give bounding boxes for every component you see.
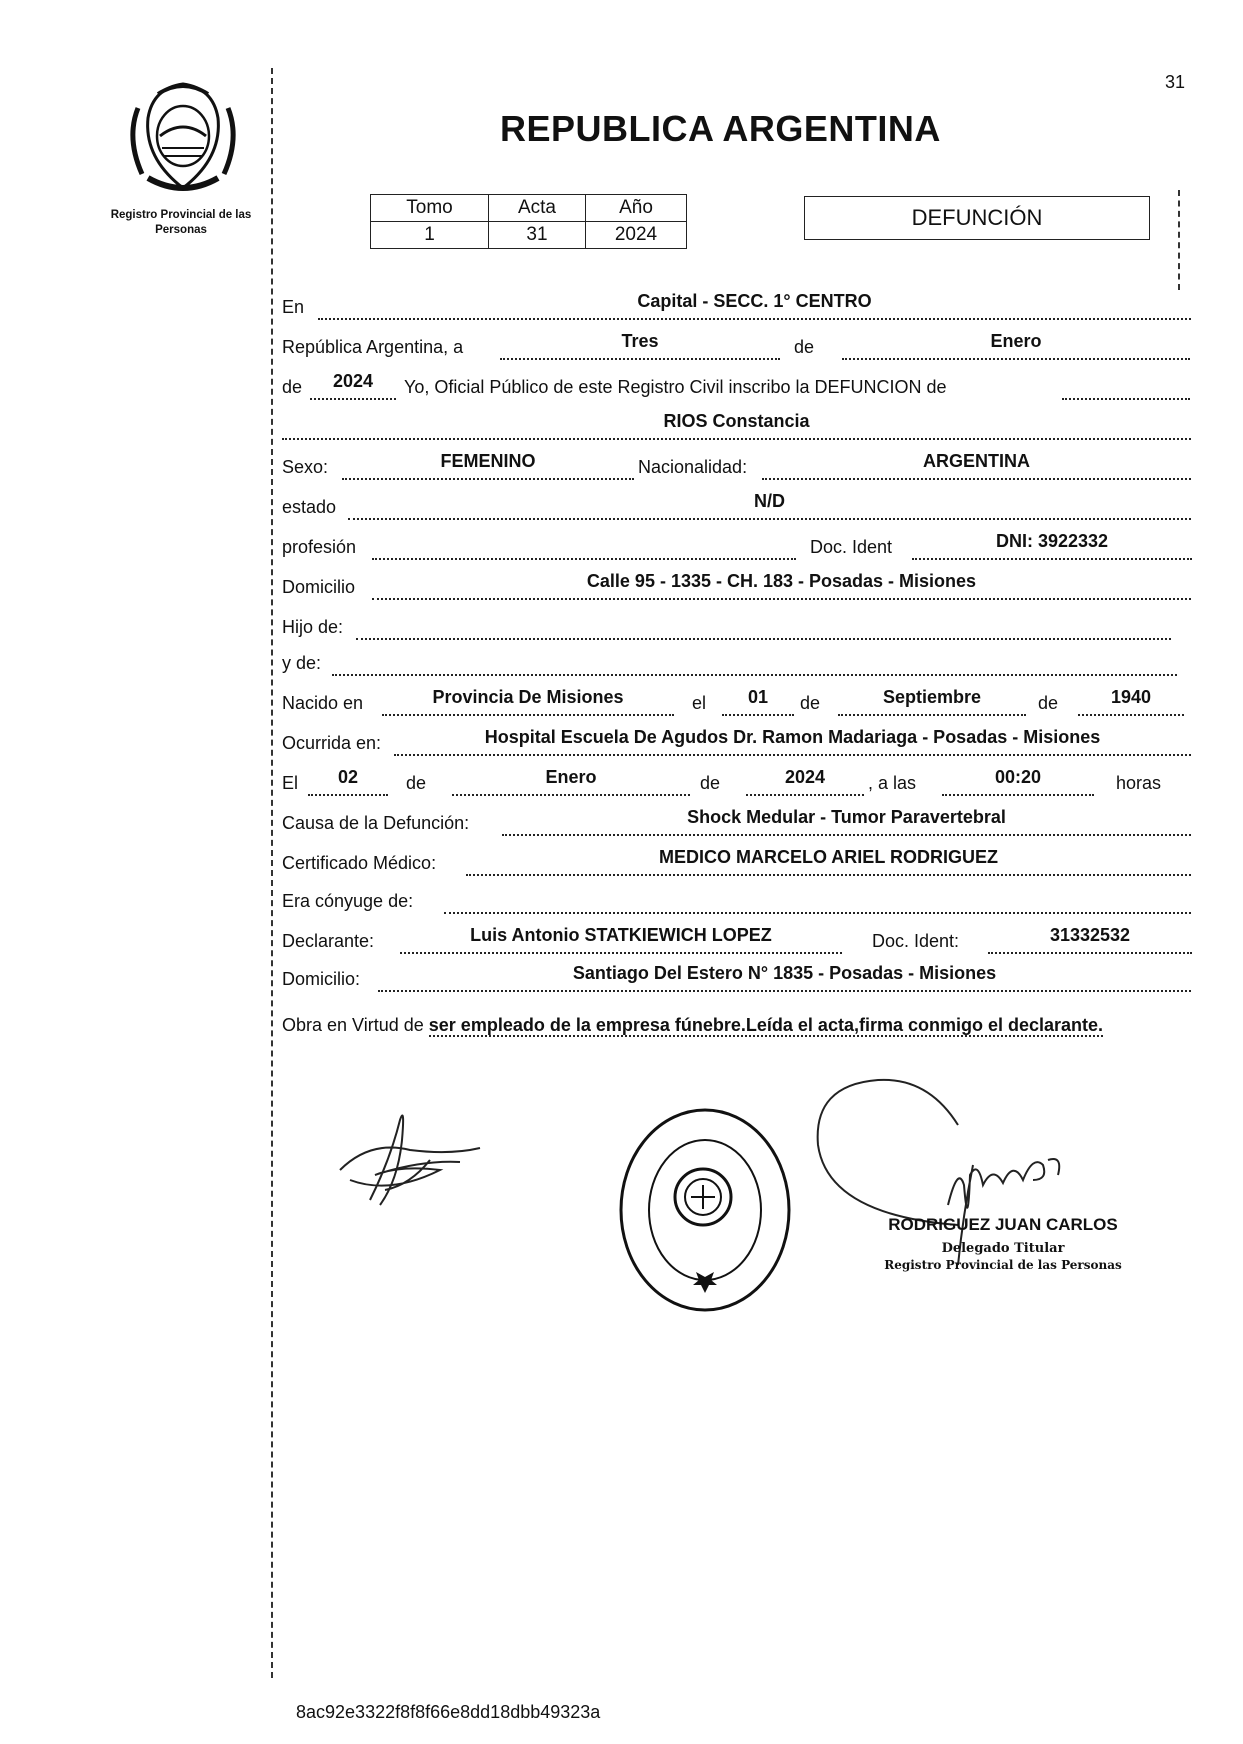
nacido-label: Nacido en: [282, 693, 364, 713]
alas-label: , a las: [868, 773, 917, 793]
nacido-value: Provincia De Misiones: [432, 687, 624, 707]
form-line-domicilio: [282, 570, 1191, 602]
estado-field: [348, 488, 1191, 520]
form-line-inscribo: [282, 370, 1191, 402]
form-line-yde: [282, 646, 1191, 678]
form-line-nombre: [282, 410, 1191, 442]
declarante-field: [400, 922, 842, 954]
table-header-row: [371, 195, 687, 222]
hijo-label: Hijo de:: [282, 617, 344, 637]
nac-dia-value: 01: [747, 687, 769, 707]
nombre-value: RIOS Constancia: [663, 411, 810, 431]
form-line-estado: [282, 490, 1191, 522]
conyuge-field: [444, 882, 1191, 914]
registry-name: Registro Provincial de las Personas: [110, 209, 252, 236]
decl-dom-label: Domicilio:: [282, 969, 361, 989]
El-label: El: [282, 773, 299, 793]
form-line-fecha: [282, 330, 1191, 362]
form-line-profesion: [282, 530, 1191, 562]
table-row: [371, 222, 687, 249]
en-label: En: [282, 297, 305, 317]
doc-label: Doc. Ident: [810, 537, 893, 557]
form-line-declarante: [282, 924, 1191, 956]
official-org: Registro Provincial de las Personas: [884, 1258, 1122, 1272]
table-cell-acta: 31: [489, 222, 586, 249]
form-line-conyuge: [282, 884, 1191, 916]
conyuge-label: Era cónyuge de:: [282, 891, 414, 911]
form-line-en: [282, 290, 1191, 322]
yde-field: [332, 644, 1177, 676]
decl-dom-value: Santiago Del Estero N° 1835 - Posadas - Misiones: [572, 963, 997, 983]
nac-dia-field: [722, 684, 794, 716]
doc-field: [912, 528, 1192, 560]
obra-en-virtud: [282, 1010, 1190, 1041]
decl-dom-field: [378, 960, 1191, 992]
table-cell-tomo: 1: [371, 222, 489, 249]
domicilio-value: Calle 95 - 1335 - CH. 183 - Posadas - Misiones: [586, 571, 977, 591]
ocurrida-field: [394, 724, 1191, 756]
hora-value: 00:20: [994, 767, 1042, 787]
form-line-causa: [282, 806, 1191, 838]
en-value: Capital - SECC. 1° CENTRO: [637, 291, 872, 311]
anio-value: 2024: [332, 371, 374, 391]
el-label: el: [692, 693, 707, 713]
ocurrida-value: Hospital Escuela De Agudos Dr. Ramon Madariaga - Posadas - Misiones: [484, 727, 1101, 747]
official-signature-block: [872, 1215, 1134, 1272]
form-line-nacido: [282, 686, 1191, 718]
nac-anio-field: [1078, 684, 1184, 716]
nac-anio-value: 1940: [1110, 687, 1152, 707]
de-anio-label: de: [282, 377, 303, 397]
sexo-value: FEMENINO: [440, 451, 536, 471]
table-header-acta: Acta: [489, 195, 586, 222]
decl-doc-value: 31332532: [1049, 925, 1131, 945]
profesion-label: profesión: [282, 537, 357, 557]
left-margin-line: [271, 68, 273, 1678]
decl-doc-label: Doc. Ident:: [872, 931, 960, 951]
form-line-sexo: [282, 450, 1191, 482]
certificado-label: Certificado Médico:: [282, 853, 437, 873]
causa-field: [502, 804, 1191, 836]
doc-value: DNI: 3922332: [995, 531, 1109, 551]
inscribo-text: Yo, Oficial Público de este Registro Civil inscribo la DEFUNCION de: [404, 377, 947, 397]
sexo-label: Sexo:: [282, 457, 329, 477]
estado-label: estado: [282, 497, 337, 517]
inscribo-blank: [1062, 368, 1190, 400]
official-role: Delegado Titular: [941, 1241, 1065, 1256]
def-anio-value: 2024: [784, 767, 826, 787]
domicilio-label: Domicilio: [282, 577, 356, 597]
nacionalidad-field: [762, 448, 1191, 480]
decl-doc-field: [988, 922, 1192, 954]
declarante-label: Declarante:: [282, 931, 375, 951]
certificado-field: [466, 844, 1191, 876]
dia-value: Tres: [621, 331, 659, 351]
obra-label: Obra en Virtud de: [282, 1015, 424, 1035]
nac-mes-value: Septiembre: [882, 687, 982, 707]
nacionalidad-label: Nacionalidad:: [638, 457, 748, 477]
def-de-label-1: de: [406, 773, 427, 793]
ocurrida-label: Ocurrida en:: [282, 733, 382, 753]
mes-value: Enero: [990, 331, 1042, 351]
official-name: RODRIGUEZ JUAN CARLOS: [888, 1215, 1118, 1234]
nacido-field: [382, 684, 674, 716]
de-label: de: [794, 337, 815, 357]
document-hash: 8ac92e3322f8f8f66e8dd18dbb49323a: [296, 1702, 601, 1722]
official-seal-icon: [615, 1105, 795, 1315]
certificado-value: MEDICO MARCELO ARIEL RODRIGUEZ: [658, 847, 998, 867]
def-mes-value: Enero: [545, 767, 597, 787]
def-de-label-2: de: [700, 773, 721, 793]
causa-label: Causa de la Defunción:: [282, 813, 470, 833]
misiones-crest-icon: [118, 78, 248, 198]
tomo-acta-anio-table: [370, 194, 687, 249]
declarant-signature-icon: [330, 1100, 490, 1220]
table-header-tomo: Tomo: [371, 195, 489, 222]
mes-field: [842, 328, 1190, 360]
def-dia-value: 02: [337, 767, 359, 787]
nac-de-label-2: de: [1038, 693, 1059, 713]
def-anio-field: [746, 764, 864, 796]
form-line-ocurrida: [282, 726, 1191, 758]
nac-mes-field: [838, 684, 1026, 716]
obra-value: ser empleado de la empresa fúnebre.Leída el acta,firma conmigo el declarante.: [428, 1015, 1104, 1035]
form-line-decl-domicilio: [282, 962, 1191, 994]
table-header-anio: Año: [586, 195, 687, 222]
def-dia-field: [308, 764, 388, 796]
profesion-field: [372, 528, 796, 560]
domicilio-field: [372, 568, 1191, 600]
hijo-field: [356, 608, 1171, 640]
republica-label: República Argentina, a: [282, 337, 464, 357]
dia-field: [500, 328, 780, 360]
hora-field: [942, 764, 1094, 796]
declarante-value: Luis Antonio STATKIEWICH LOPEZ: [470, 925, 772, 945]
sexo-field: [342, 448, 634, 480]
table-cell-anio: 2024: [586, 222, 687, 249]
estado-value: N/D: [754, 491, 785, 511]
page-title: REPUBLICA ARGENTINA: [500, 108, 941, 149]
anio-field: [310, 368, 396, 400]
page-number: 31: [1165, 72, 1186, 92]
def-mes-field: [452, 764, 690, 796]
form-line-fecha-defuncion: [282, 766, 1191, 798]
nacionalidad-value: ARGENTINA: [923, 451, 1030, 471]
form-line-hijo: [282, 610, 1191, 642]
yde-label: y de:: [282, 653, 322, 673]
causa-value: Shock Medular - Tumor Paravertebral: [687, 807, 1006, 827]
en-field: [318, 288, 1191, 320]
nac-de-label-1: de: [800, 693, 821, 713]
nombre-field: [282, 408, 1191, 440]
record-type-box: DEFUNCIÓN: [804, 196, 1150, 240]
right-margin-line: [1178, 190, 1180, 290]
form-line-certificado: [282, 846, 1191, 878]
horas-label: horas: [1116, 773, 1162, 793]
